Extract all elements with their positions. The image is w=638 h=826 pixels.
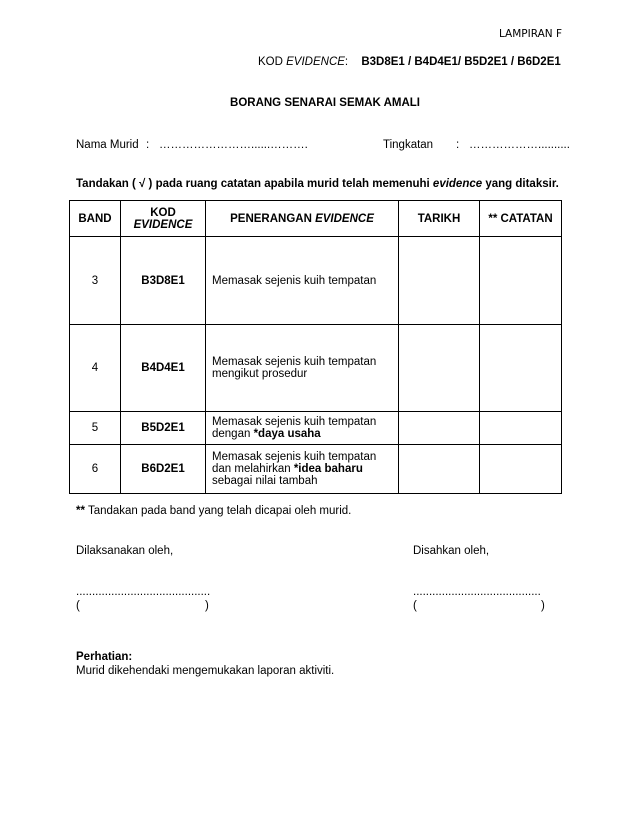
instruction-italic: evidence bbox=[432, 178, 483, 190]
perhatian-text: Murid dikehendaki mengemukakan laporan aktiviti. bbox=[76, 665, 335, 677]
row-tarikh-cell[interactable] bbox=[399, 325, 480, 412]
right-open-paren: ( bbox=[413, 600, 417, 612]
nama-label: Nama Murid bbox=[76, 139, 139, 151]
row-description bbox=[206, 412, 399, 445]
kod-evidence-line bbox=[258, 56, 561, 68]
row-tarikh-cell[interactable] bbox=[399, 445, 480, 494]
header-kod-evidence bbox=[121, 201, 206, 237]
kod-label-italic: EVIDENCE bbox=[286, 56, 345, 68]
row-kod: B5D2E1 bbox=[121, 412, 206, 445]
header-tarikh: TARIKH bbox=[399, 201, 480, 237]
table-row bbox=[70, 412, 562, 445]
row-band: 3 bbox=[70, 237, 121, 325]
row-catatan-cell[interactable] bbox=[480, 412, 562, 445]
nama-separator: : bbox=[146, 139, 150, 151]
header-catatan: ** CATATAN bbox=[480, 201, 562, 237]
row-desc-tail: sebagai nilai tambah bbox=[212, 475, 318, 487]
tingkatan-field[interactable]: ……………….......... bbox=[469, 139, 570, 151]
row-band: 5 bbox=[70, 412, 121, 445]
tingkatan-label: Tingkatan bbox=[383, 139, 434, 151]
header-kod-line2: EVIDENCE bbox=[133, 218, 193, 231]
perhatian-heading: Perhatian: bbox=[76, 651, 133, 663]
header-penerangan bbox=[206, 201, 399, 237]
left-open-paren: ( bbox=[76, 600, 80, 612]
left-close-paren: ) bbox=[205, 600, 209, 612]
tingkatan-separator: : bbox=[456, 139, 460, 151]
row-description bbox=[206, 325, 399, 412]
left-signature-line[interactable]: .......................................... bbox=[76, 586, 211, 598]
header-penerangan-prefix: PENERANGAN bbox=[230, 212, 316, 225]
table-header-row bbox=[70, 201, 562, 237]
lampiran-label: LAMPIRAN F bbox=[498, 28, 562, 40]
row-desc-bold: *daya usaha bbox=[253, 428, 321, 440]
row-desc-bold: *idea baharu bbox=[293, 463, 363, 475]
instruction-suffix: yang ditaksir. bbox=[482, 178, 559, 190]
kod-evidence-value: B3D8E1 / B4D4E1/ B5D2E1 / B6D2E1 bbox=[361, 56, 561, 68]
row-desc-text: Memasak sejenis kuih tempatan bbox=[212, 274, 377, 287]
row-band: 6 bbox=[70, 445, 121, 494]
row-band: 4 bbox=[70, 325, 121, 412]
form-title: BORANG SENARAI SEMAK AMALI bbox=[230, 97, 420, 109]
table-row bbox=[70, 325, 562, 412]
row-catatan-cell[interactable] bbox=[480, 445, 562, 494]
band-note bbox=[76, 505, 351, 517]
nama-field[interactable]: ……………………......………. bbox=[159, 139, 308, 151]
right-close-paren: ) bbox=[541, 600, 545, 612]
row-tarikh-cell[interactable] bbox=[399, 237, 480, 325]
instruction-prefix: Tandakan ( √ ) pada ruang catatan apabila murid telah memenuhi bbox=[76, 178, 433, 190]
disahkan-label: Disahkan oleh, bbox=[413, 545, 490, 557]
row-desc-text: Memasak sejenis kuih tempatan dan melahirkan bbox=[212, 451, 377, 475]
row-kod: B3D8E1 bbox=[121, 237, 206, 325]
row-description bbox=[206, 237, 399, 325]
right-signature-line[interactable]: ........................................ bbox=[413, 586, 541, 598]
table-row bbox=[70, 237, 562, 325]
row-desc-text: Memasak sejenis kuih tempatan mengikut prosedur bbox=[212, 356, 377, 380]
kod-label-prefix: KOD bbox=[258, 56, 287, 68]
header-kod-line1: KOD bbox=[150, 206, 176, 219]
checklist-table bbox=[69, 200, 562, 494]
row-desc-text: Memasak sejenis kuih tempatan dengan bbox=[212, 416, 377, 440]
dilaksanakan-label: Dilaksanakan oleh, bbox=[76, 545, 174, 557]
band-note-stars: ** bbox=[76, 505, 85, 517]
row-kod: B6D2E1 bbox=[121, 445, 206, 494]
row-tarikh-cell[interactable] bbox=[399, 412, 480, 445]
row-kod: B4D4E1 bbox=[121, 325, 206, 412]
row-description bbox=[206, 445, 399, 494]
row-catatan-cell[interactable] bbox=[480, 237, 562, 325]
instruction-text bbox=[76, 178, 559, 190]
header-band: BAND bbox=[70, 201, 121, 237]
header-penerangan-italic: EVIDENCE bbox=[315, 212, 374, 225]
table-row bbox=[70, 445, 562, 494]
band-note-text: Tandakan pada band yang telah dicapai oleh murid. bbox=[84, 505, 352, 517]
kod-label-suffix: : bbox=[344, 56, 349, 68]
row-catatan-cell[interactable] bbox=[480, 325, 562, 412]
